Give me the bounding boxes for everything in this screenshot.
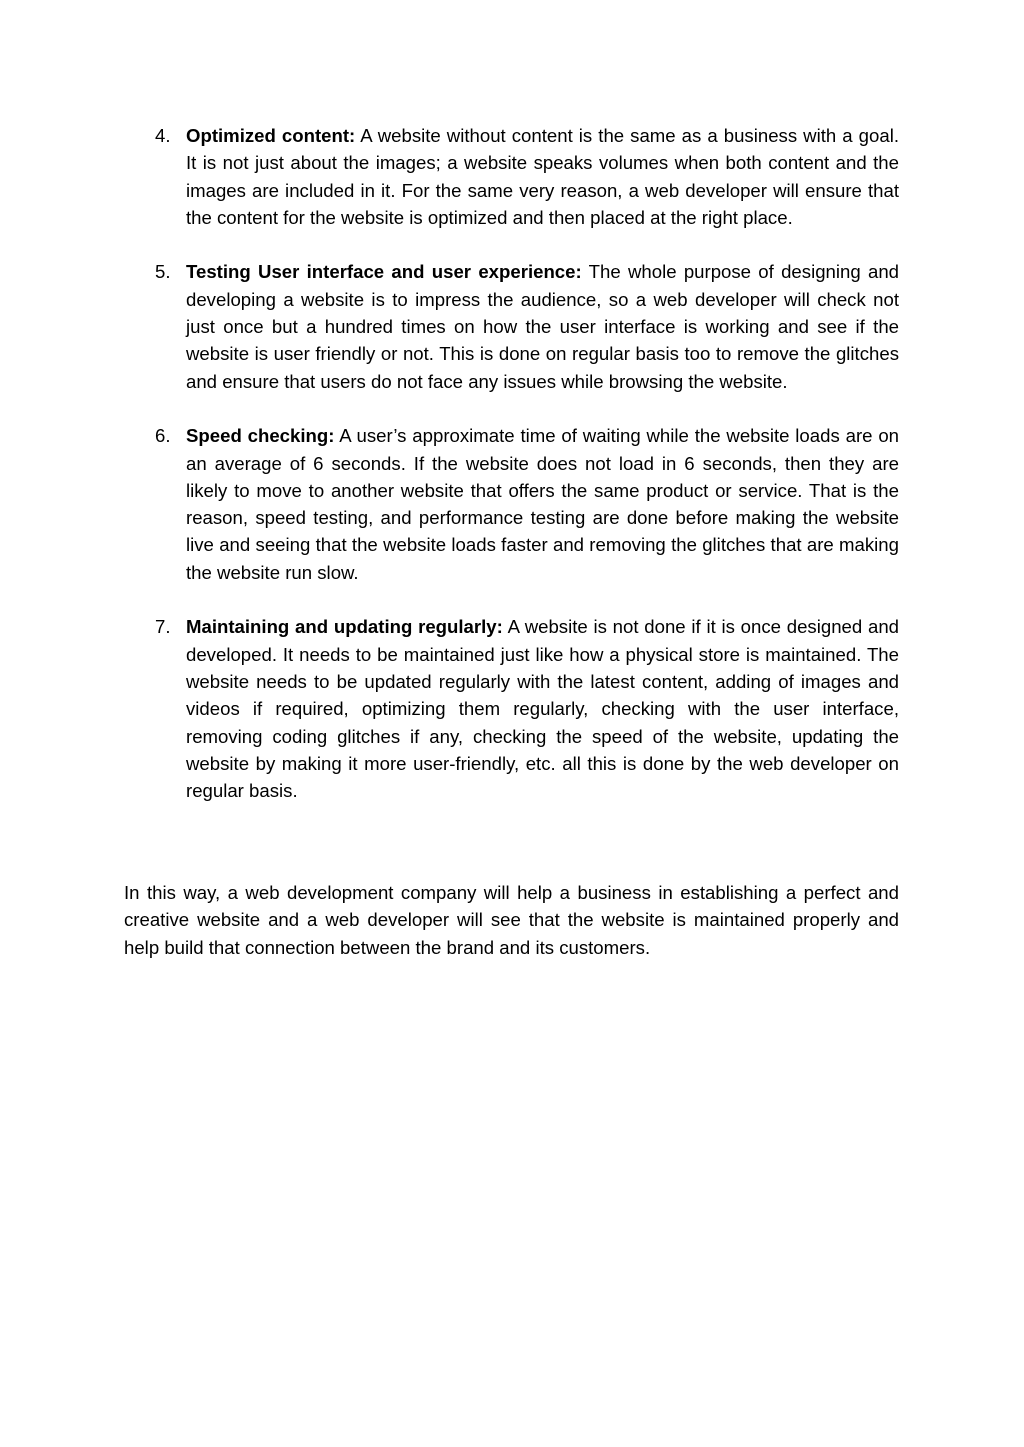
list-item-body: A website without content is the same as a business with a goal. It is not just about the images; a website speaks volumes when both content and the images are included in it. For the same very reason, a web developer will ensure that the content for the website is optimized and then placed at the right place.	[186, 125, 900, 228]
list-number: 7.	[155, 616, 171, 638]
list-item-title: Speed checking:	[186, 425, 335, 447]
numbered-list	[0, 122, 1024, 804]
list-number: 6.	[155, 425, 171, 447]
list-item-speed-checking	[155, 422, 899, 586]
list-item-title: Optimized content:	[186, 125, 356, 146]
list-number: 5.	[155, 261, 171, 283]
closing-paragraph: In this way, a web development company will help a business in establishing a perfect and creative website and a web developer will see that the website is maintained properly and help build that connection between the brand and its customers.	[124, 882, 899, 958]
list-item-body: A user’s approximate time of waiting while the website loads are on an average of 6 seconds. If the website does not load in 6 seconds, then they are likely to move to another website that offers the same product or service. That is the reason, speed testing, and performance testing are done before making the website live and seeing that the website loads faster and removing the glitches that are making the website run slow.	[186, 425, 899, 583]
list-item-optimized-content	[155, 122, 900, 231]
list-item-body: A website is not done if it is once designed and developed. It needs to be maintained just like how a physical store is maintained. The website needs to be updated regularly with the latest content, adding of images and videos if required, optimizing them regularly, checking with the user interface, removing coding glitches if any, checking the speed of the website, updating the website by making it more user-friendly, etc. all this is done by the web developer on regular basis.	[186, 616, 899, 802]
list-item-maintaining-updating	[155, 613, 899, 804]
list-item-body: The whole purpose of designing and developing a website is to impress the audience, so a web developer will check not just once but a hundred times on how the user interface is working and see if the website is user friendly or not. This is done on regular basis too to remove the glitches and ensure that users do not face any issues while browsing the website.	[186, 261, 899, 392]
list-item-title: Testing User interface and user experience:	[186, 261, 582, 283]
list-item-testing-ui-ux	[155, 258, 899, 394]
list-item-title: Maintaining and updating regularly:	[186, 616, 503, 638]
list-number: 4.	[155, 125, 171, 146]
